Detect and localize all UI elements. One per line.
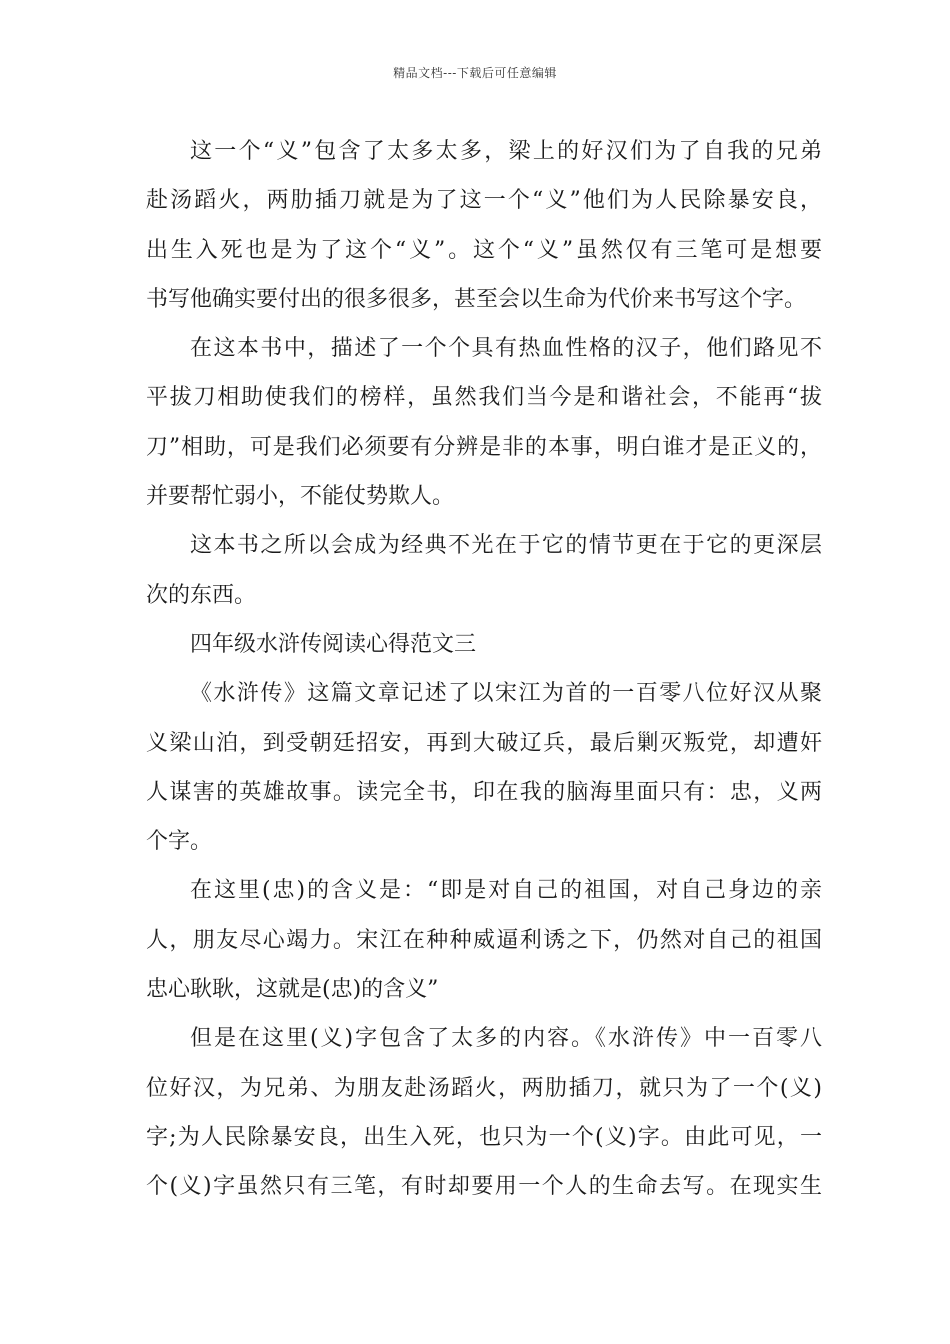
text-line: 次的东西。 (146, 582, 257, 608)
text-line: 忠心耿耿，这就是(忠)的含义” (146, 977, 439, 1003)
text-line: 出生入死也是为了这个“义”。这个“义”虽然仅有三笔可是想要 (146, 237, 822, 263)
text-line: 字;为人民除暴安良，出生入死，也只为一个(义)字。由此可见，一 (146, 1124, 822, 1150)
text-line: 人，朋友尽心竭力。宋江在种种威逼利诱之下，仍然对自己的祖国 (146, 927, 822, 953)
text-line: 《水浒传》这篇文章记述了以宋江为首的一百零八位好汉从聚 (190, 681, 822, 707)
text-line: 并要帮忙弱小，不能仗势欺人。 (146, 484, 455, 510)
text-line: 在这本书中，描述了一个个具有热血性格的汉子，他们路见不 (190, 336, 822, 362)
text-line: 四年级水浒传阅读心得范文三 (190, 631, 477, 657)
text-line: 位好汉，为兄弟、为朋友赴汤蹈火，两肋插刀，就只为了一个(义) (146, 1075, 822, 1101)
text-line: 义梁山泊，到受朝廷招安，再到大破辽兵，最后剿灭叛党，却遭奸 (146, 730, 822, 756)
text-line: 人谋害的英雄故事。读完全书，印在我的脑海里面只有：忠，义两 (146, 779, 822, 805)
page-header: 精品文档---下载后可任意编辑 (393, 66, 557, 80)
text-line: 书写他确实要付出的很多很多，甚至会以生命为代价来书写这个字。 (146, 286, 807, 312)
text-line: 平拔刀相助使我们的榜样，虽然我们当今是和谐社会，不能再“拔 (146, 385, 822, 411)
text-line: 这本书之所以会成为经典不光在于它的情节更在于它的更深层 (190, 533, 822, 559)
text-line: 刀”相助，可是我们必须要有分辨是非的本事，明白谁才是正义的， (146, 434, 822, 460)
text-line: 个(义)字虽然只有三笔，有时却要用一个人的生命去写。在现实生 (146, 1174, 822, 1200)
text-line: 赴汤蹈火，两肋插刀就是为了这一个“义”他们为人民除暴安良， (146, 188, 822, 214)
document-body (146, 127, 822, 1212)
text-line: 个字。 (146, 829, 213, 855)
text-line: 这一个“义”包含了太多太多，梁上的好汉们为了自我的兄弟 (190, 139, 822, 164)
text-line: 在这里(忠)的含义是：“即是对自己的祖国，对自己身边的亲 (190, 878, 822, 904)
text-line: 但是在这里(义)字包含了太多的内容。《水浒传》中一百零八 (190, 1026, 822, 1052)
